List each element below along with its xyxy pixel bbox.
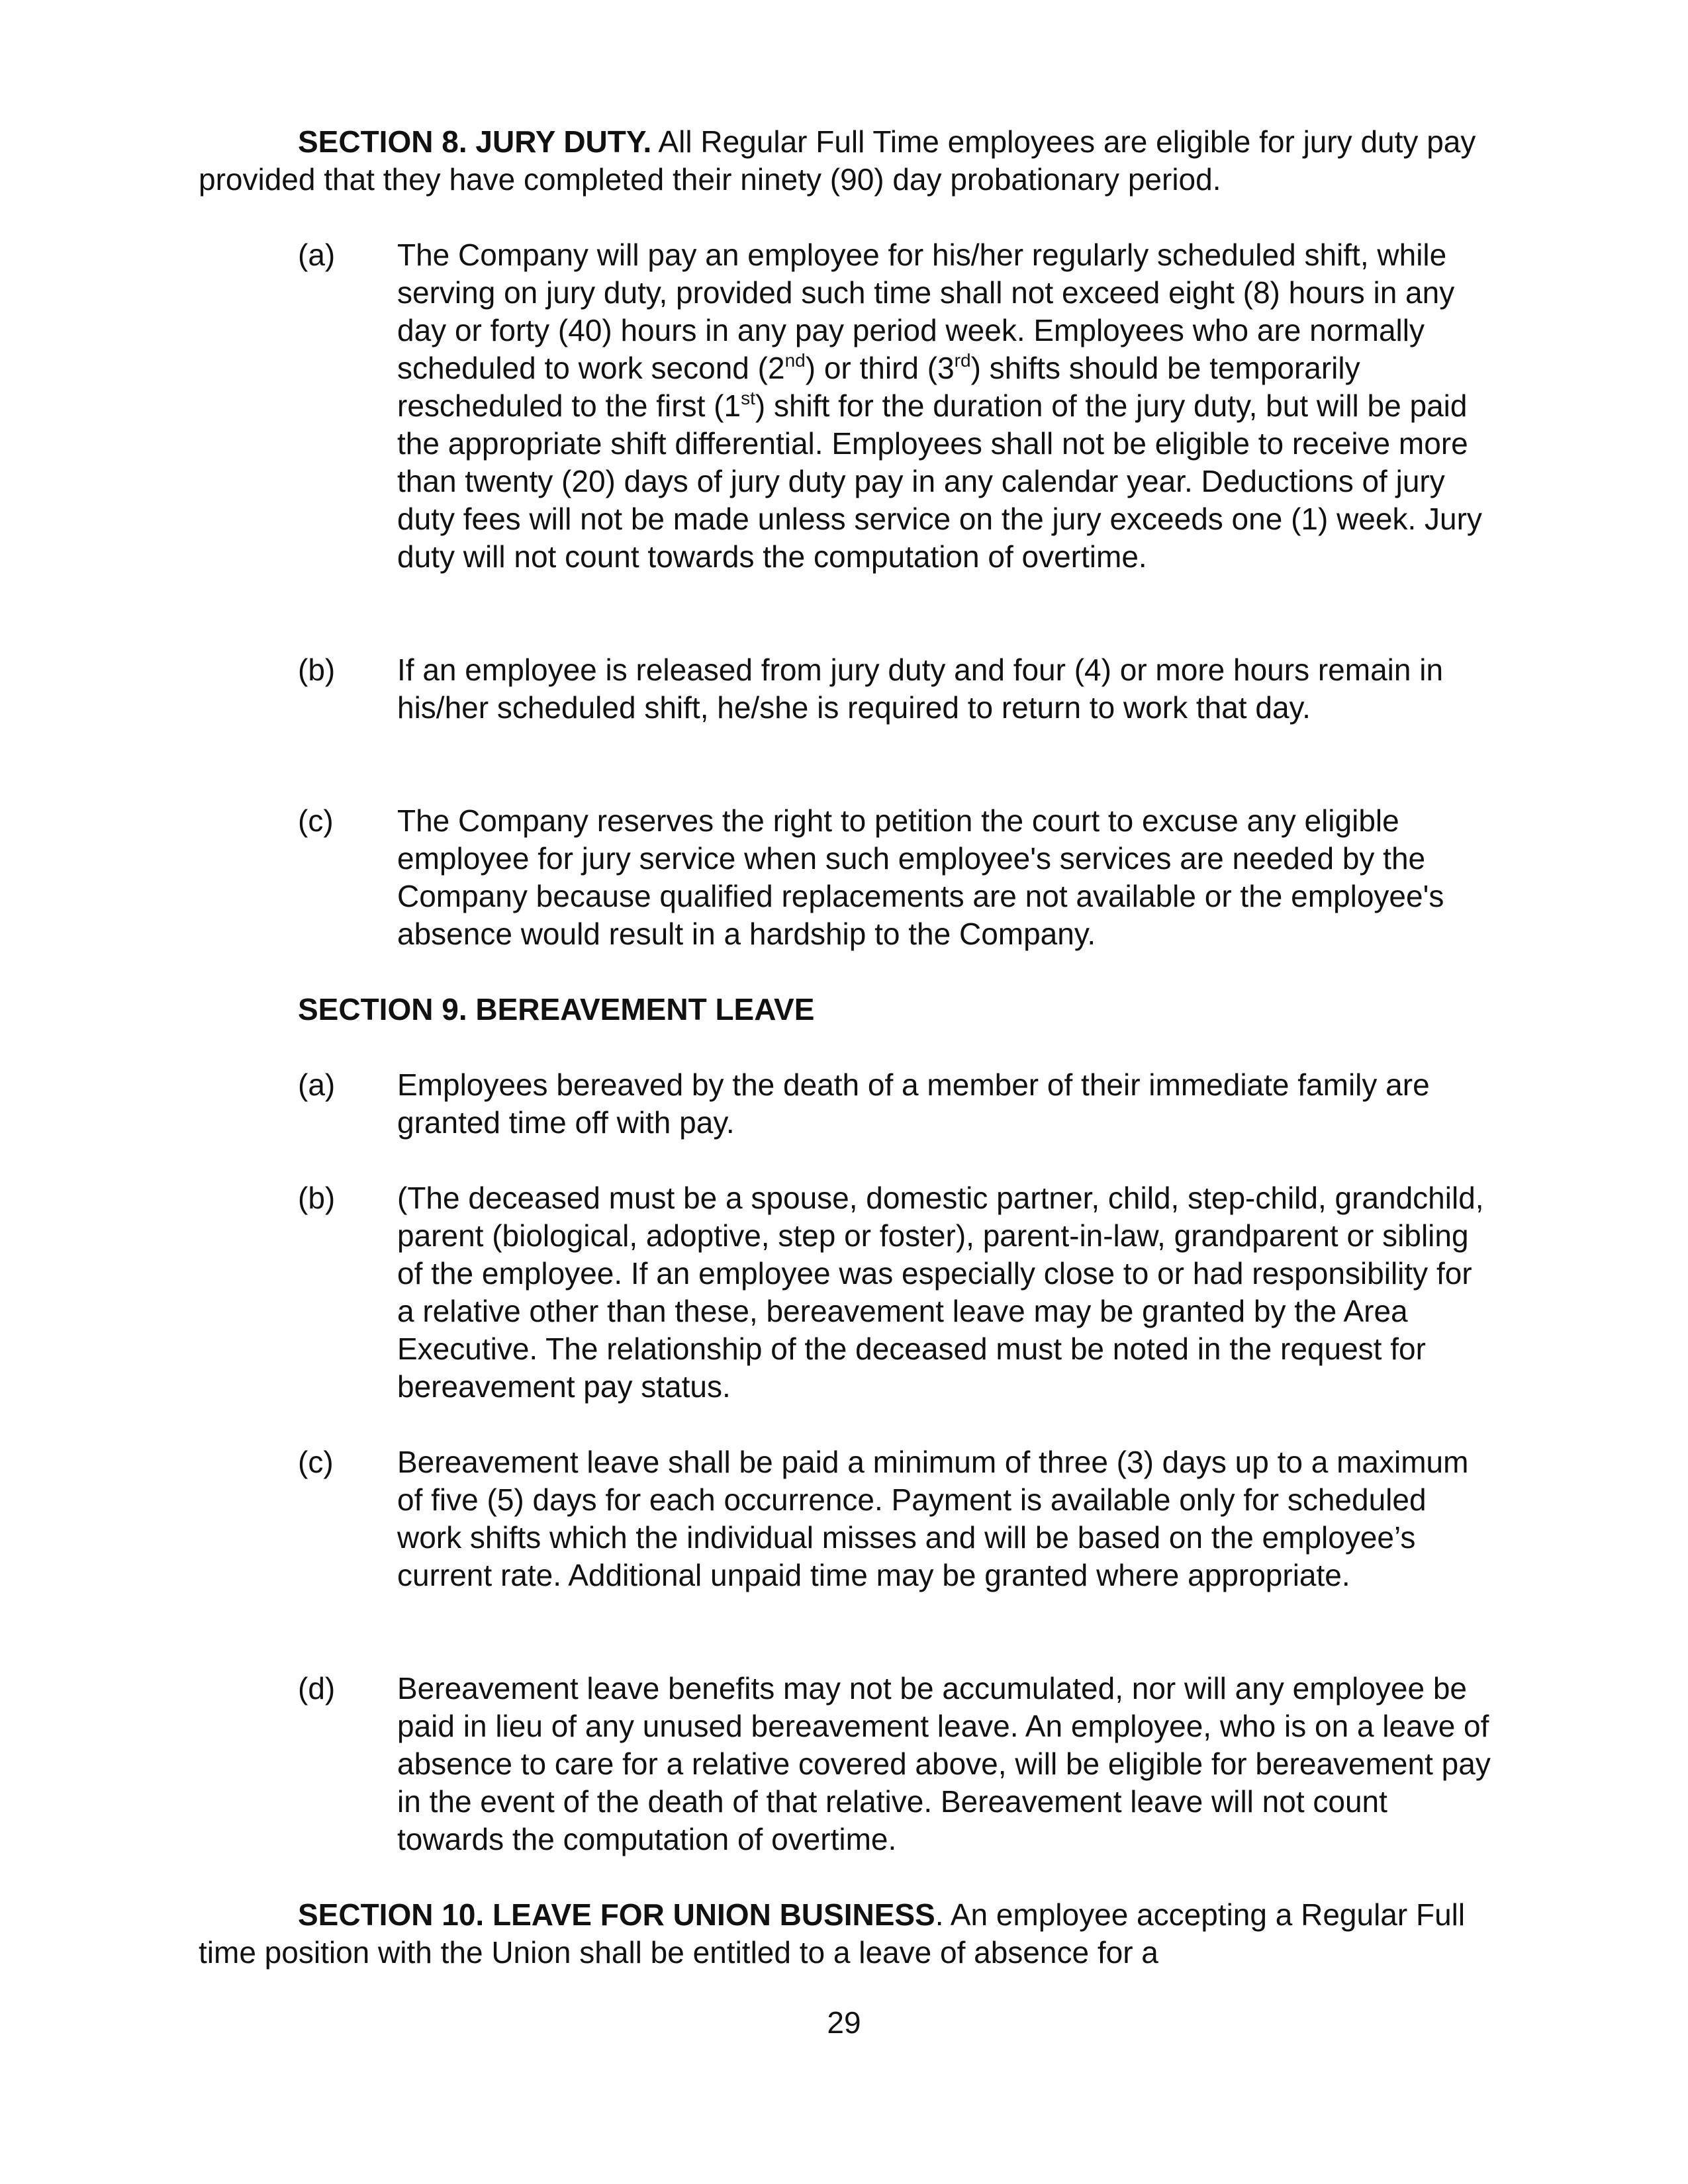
section-9-item-b-text: (The deceased must be a spouse, domestic partner, child, step-child, grandchild, parent (biological, adoptive, step or foster), parent-in-law, grandparent or sibling of the employee. If an employee was especially close to or had responsibility for a relative other than these, bereavement leave may be granted by the Area Executive. The relationship of the deceased must be noted in the request for bereavement pay status. xyxy=(397,1181,1484,1404)
item-text-part: The Company will pay an employee for his/her regularly scheduled shift, while serving on jury duty, provided such time shall not exceed eight (8) hours in any day or forty (40) hours in any pay period week. Employees who are normally scheduled to work second (2 xyxy=(397,238,1455,385)
section-10-paragraph xyxy=(199,1896,1516,1972)
section-10-heading: SECTION 10. LEAVE FOR UNION BUSINESS xyxy=(298,1897,935,1932)
item-text-part: ) or third (3 xyxy=(805,351,955,385)
section-9-item-a-text: Employees bereaved by the death of a member of their immediate family are granted time off with pay. xyxy=(397,1068,1430,1140)
section-8-item-b-text: If an employee is released from jury duty and four (4) or more hours remain in his/her scheduled shift, he/she is required to return to work that day. xyxy=(397,653,1444,725)
section-8-intro: All Regular Full Time employees are eligible for jury duty pay provided that they have completed their ninety (90) day probationary period. xyxy=(199,124,1476,197)
item-text-part: ) shifts should be temporarily rescheduled to the first (1 xyxy=(397,351,1360,423)
superscript: rd xyxy=(954,350,971,371)
section-9-item-d-text: Bereavement leave benefits may not be accumulated, nor will any employee be paid in lieu of any unused bereavement leave. An employee, who is on a leave of absence to care for a relative covered above, will be eligible for bereavement pay in the event of the death of that relative. Bereavement leave will not count towards the computation of overtime. xyxy=(397,1671,1491,1856)
section-9-item-c-text: Bereavement leave shall be paid a minimum of three (3) days up to a maximum of five (5) days for each occurrence. Payment is available only for scheduled work shifts which the individual misses and will be based on the employee’s current rate. Additional unpaid time may be granted where appropriate. xyxy=(397,1445,1469,1592)
superscript: nd xyxy=(784,350,806,371)
section-8-paragraph xyxy=(199,123,1516,199)
page-number: 29 xyxy=(827,2005,861,2040)
section-8-item-b-label: (b) xyxy=(298,653,336,687)
section-9-item-b-label: (b) xyxy=(298,1181,336,1215)
section-8-item-c-text: The Company reserves the right to petition the court to excuse any eligible employee for jury service when such employee's services are needed by the Company because qualified replacements are not available or the employee's absence would result in a hardship to the Company. xyxy=(397,803,1444,951)
section-8-item-a-text xyxy=(397,236,1496,576)
item-text-part: ) shift for the duration of the jury duty, but will be paid the appropriate shift differential. Employees shall not be eligible to receive more than twenty (20) days of jury duty pay in any calendar year. Deductions of jury duty fees will not be made unless service on the jury exceeds one (1) week. Jury duty will not count towards the computation of overtime. xyxy=(397,388,1482,574)
section-8-item-c-label: (c) xyxy=(298,803,334,838)
section-8-heading: SECTION 8. JURY DUTY. xyxy=(298,124,652,159)
section-10-intro: . An employee accepting a Regular Full time position with the Union shall be entitled to a leave of absence for a xyxy=(199,1897,1466,1970)
section-8-item-a-label: (a) xyxy=(298,238,336,272)
superscript: st xyxy=(741,388,755,408)
section-9-heading: SECTION 9. BEREAVEMENT LEAVE xyxy=(298,992,815,1026)
section-9-item-a-label: (a) xyxy=(298,1068,336,1102)
section-9-item-d-label: (d) xyxy=(298,1671,336,1706)
section-9-item-c-label: (c) xyxy=(298,1445,334,1479)
